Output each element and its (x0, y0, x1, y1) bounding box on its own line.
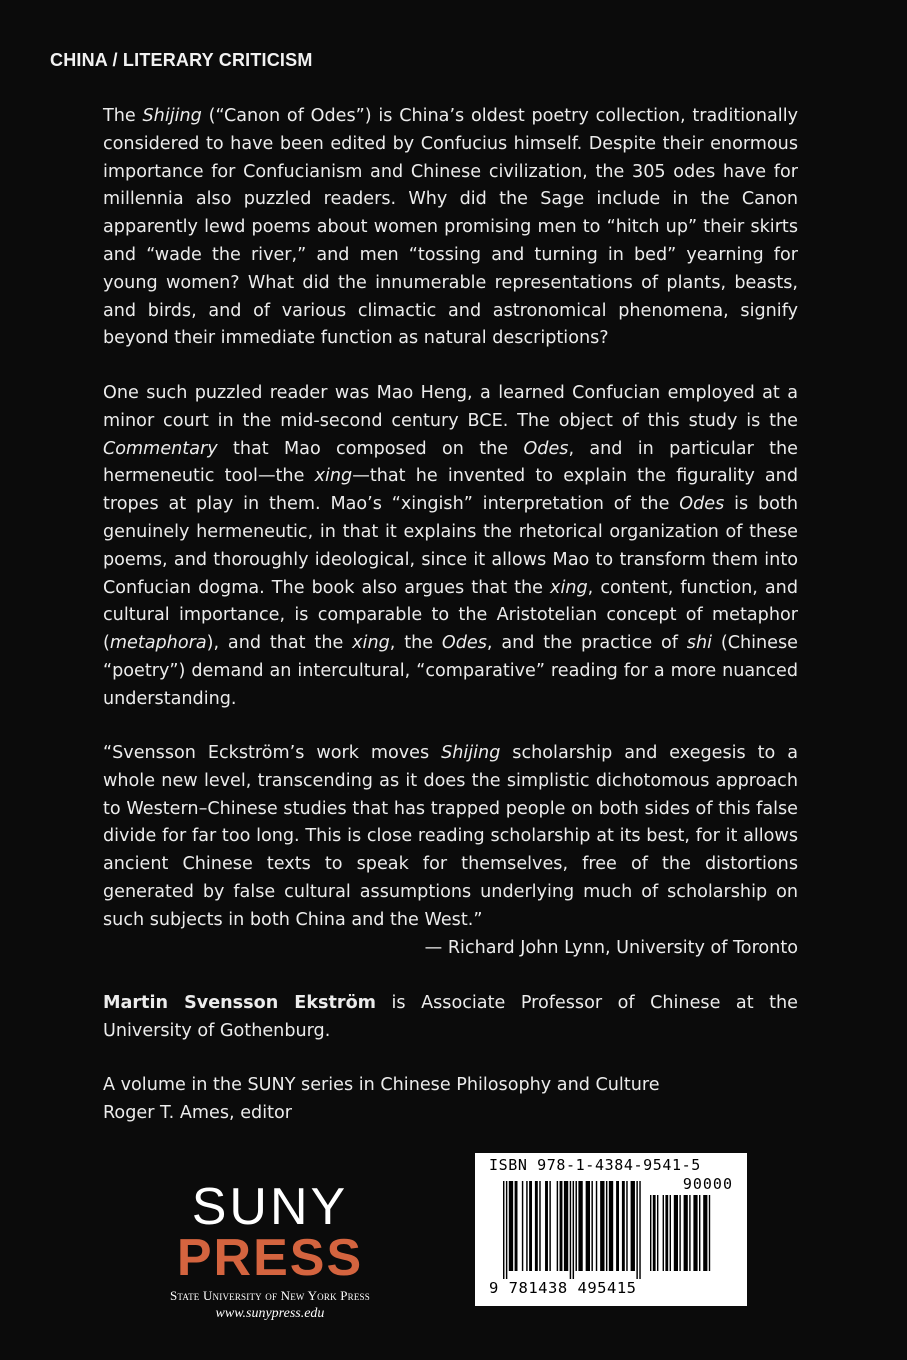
series-title: A volume in the SUNY series in Chinese Philosophy and Culture (103, 1075, 660, 1095)
barcode-bar (535, 1181, 538, 1271)
italic-term: Odes (679, 494, 725, 515)
barcode-addon-bar (663, 1195, 664, 1271)
barcode-addon-bar (665, 1195, 668, 1271)
review-quote (103, 740, 798, 962)
barcode-addon-bar (709, 1195, 710, 1271)
series-note (103, 1072, 798, 1128)
barcode-bar (529, 1181, 532, 1271)
text-run: ), and that the (206, 633, 353, 654)
italic-term: xing (550, 577, 588, 598)
barcode-bar (526, 1181, 527, 1271)
barcode-bar (539, 1181, 540, 1271)
italic-term: shi (686, 633, 712, 654)
category-label: CHINA / LITERARY CRITICISM (50, 50, 313, 70)
text-run: that Mao composed on the (217, 438, 524, 459)
text-run: “Svensson Eckström’s work moves (103, 743, 442, 763)
text-run: —that he invented to explain the figurality and tropes at play in them. Mao’s “xingish” interpretation of the (103, 466, 799, 515)
italic-term: Odes (441, 633, 487, 654)
isbn-barcode (475, 1153, 747, 1306)
barcode-bar (506, 1181, 507, 1279)
logo-press-text: PRESS (176, 1229, 364, 1287)
text-run: (Chinese “poetry”) demand an intercultural, “comparative” reading for a more nuanced understanding. (103, 633, 798, 709)
publisher-url: www.sunypress.edu (215, 1306, 325, 1321)
barcode-bar (549, 1181, 550, 1271)
italic-term: xing (352, 633, 390, 654)
barcode-bar (560, 1181, 563, 1271)
barcode-bar (596, 1181, 597, 1271)
isbn-label: ISBN 978-1-4384-9541-5 (489, 1156, 701, 1174)
barcode-bar (639, 1181, 640, 1279)
text-run: is both genuinely hermeneutic, in that it explains the rhetorical organization of these poems, and thoroughly ideological, since it allows Mao to transform them into Confucian dogma. The book also argues that the (103, 494, 798, 598)
italic-term: Shijing (441, 743, 501, 763)
author-bio (103, 990, 798, 1046)
text-run: , content, function, and cultural importance, is comparable to the Aristotelian concept of metaphor ( (103, 577, 798, 654)
italic-term: Commentary (103, 438, 218, 459)
italic-term: Shijing (142, 106, 202, 126)
barcode-bar (600, 1181, 604, 1271)
series-editor: Roger T. Ames, editor (103, 1102, 292, 1123)
barcode-bar (622, 1181, 625, 1271)
price-code: 90000 (682, 1175, 733, 1193)
text-run: , and in particular the hermeneutic tool—the (103, 438, 799, 487)
barcode-addon-bar (650, 1195, 651, 1271)
barcode-bar (636, 1181, 637, 1279)
barcode-bar (522, 1181, 523, 1271)
barcode-bar (573, 1181, 574, 1279)
barcode-bar (616, 1181, 619, 1271)
barcode-bar (545, 1181, 548, 1271)
barcode-addon-bar (670, 1195, 671, 1271)
barcode-bar (631, 1181, 635, 1271)
barcode-bar (564, 1181, 568, 1271)
barcode-bar (570, 1181, 571, 1279)
barcode-bar (509, 1181, 513, 1271)
review-quote-text (103, 743, 798, 930)
barcode-bar (557, 1181, 558, 1271)
publisher-logo (150, 1180, 390, 1322)
author-bio-text: is Associate Professor of Chinese at the University of Gothenburg. (103, 993, 798, 1041)
barcode-bar (515, 1181, 518, 1271)
publisher-name: State University of New York Press (170, 1288, 370, 1303)
author-name: Martin Svensson Ekström (103, 993, 376, 1013)
isbn-digits: 9 781438 495415 (489, 1279, 637, 1297)
barcode-bar (503, 1181, 504, 1279)
barcode-bar (578, 1181, 582, 1271)
description-paragraph-1 (103, 103, 798, 353)
text-run: , the (389, 633, 442, 654)
description-paragraph-2 (103, 380, 798, 714)
barcode-addon-bar (689, 1195, 690, 1271)
text-run: One such puzzled reader was Mao Heng, a learned Confucian employed at a minor court in the mid-second century BCE. The object of this study is the (103, 383, 798, 431)
barcode-bar (609, 1181, 613, 1271)
barcode-bar (576, 1181, 577, 1271)
review-attribution: — Richard John Lynn, University of Toronto (424, 937, 798, 958)
logo-suny-text: SUNY (191, 1178, 349, 1236)
barcode-addon-bar (679, 1195, 680, 1271)
barcode-addon-bar (693, 1195, 697, 1271)
barcode-addon-bar (657, 1195, 658, 1271)
text-run: scholarship and exegesis to a whole new level, transcending as it does the simplistic dichotomous approach to Western–Chinese studies that has trapped people on both sides of this false divide for far too long. This is close reading scholarship at its best, for it allows ancient Chinese texts to speak for themselves, free of the distortions generated by false cultural assumptions underlying much of scholarship on such subjects in both China and the West.” (103, 743, 799, 930)
italic-term: Odes (523, 438, 569, 459)
barcode-bar (626, 1181, 627, 1271)
text-run: The (103, 106, 143, 126)
barcode-addon-bar (699, 1195, 700, 1271)
text-run: (“Canon of Odes”) is China’s oldest poetry collection, traditionally considered to have been edited by Confucius himself. Despite their enormous importance for Confucianism and Chinese civilization, the 305 odes have for millennia also puzzled readers. Why did the Sage include in the Canon apparently lewd poems about women promising men to “hitch up” their skirts and “wade the river,” and men “tossing and turning in bed” yearning for young women? What did the innumerable representations of plants, beasts, and birds, and of various climactic and astronomical phenomena, signify beyond their immediate function as natural descriptions? (103, 106, 798, 349)
italic-term: metaphora (109, 633, 207, 654)
barcode-bar (606, 1181, 607, 1271)
barcode-addon-bar (653, 1195, 656, 1271)
barcode-bar (591, 1181, 592, 1271)
barcode-addon-bar (703, 1195, 707, 1271)
italic-term: xing (314, 466, 353, 487)
text-run: , and the practice of (486, 633, 687, 654)
barcode-bar (586, 1181, 590, 1271)
barcode-addon-bar (674, 1195, 678, 1271)
barcode-addon-bar (684, 1195, 688, 1271)
